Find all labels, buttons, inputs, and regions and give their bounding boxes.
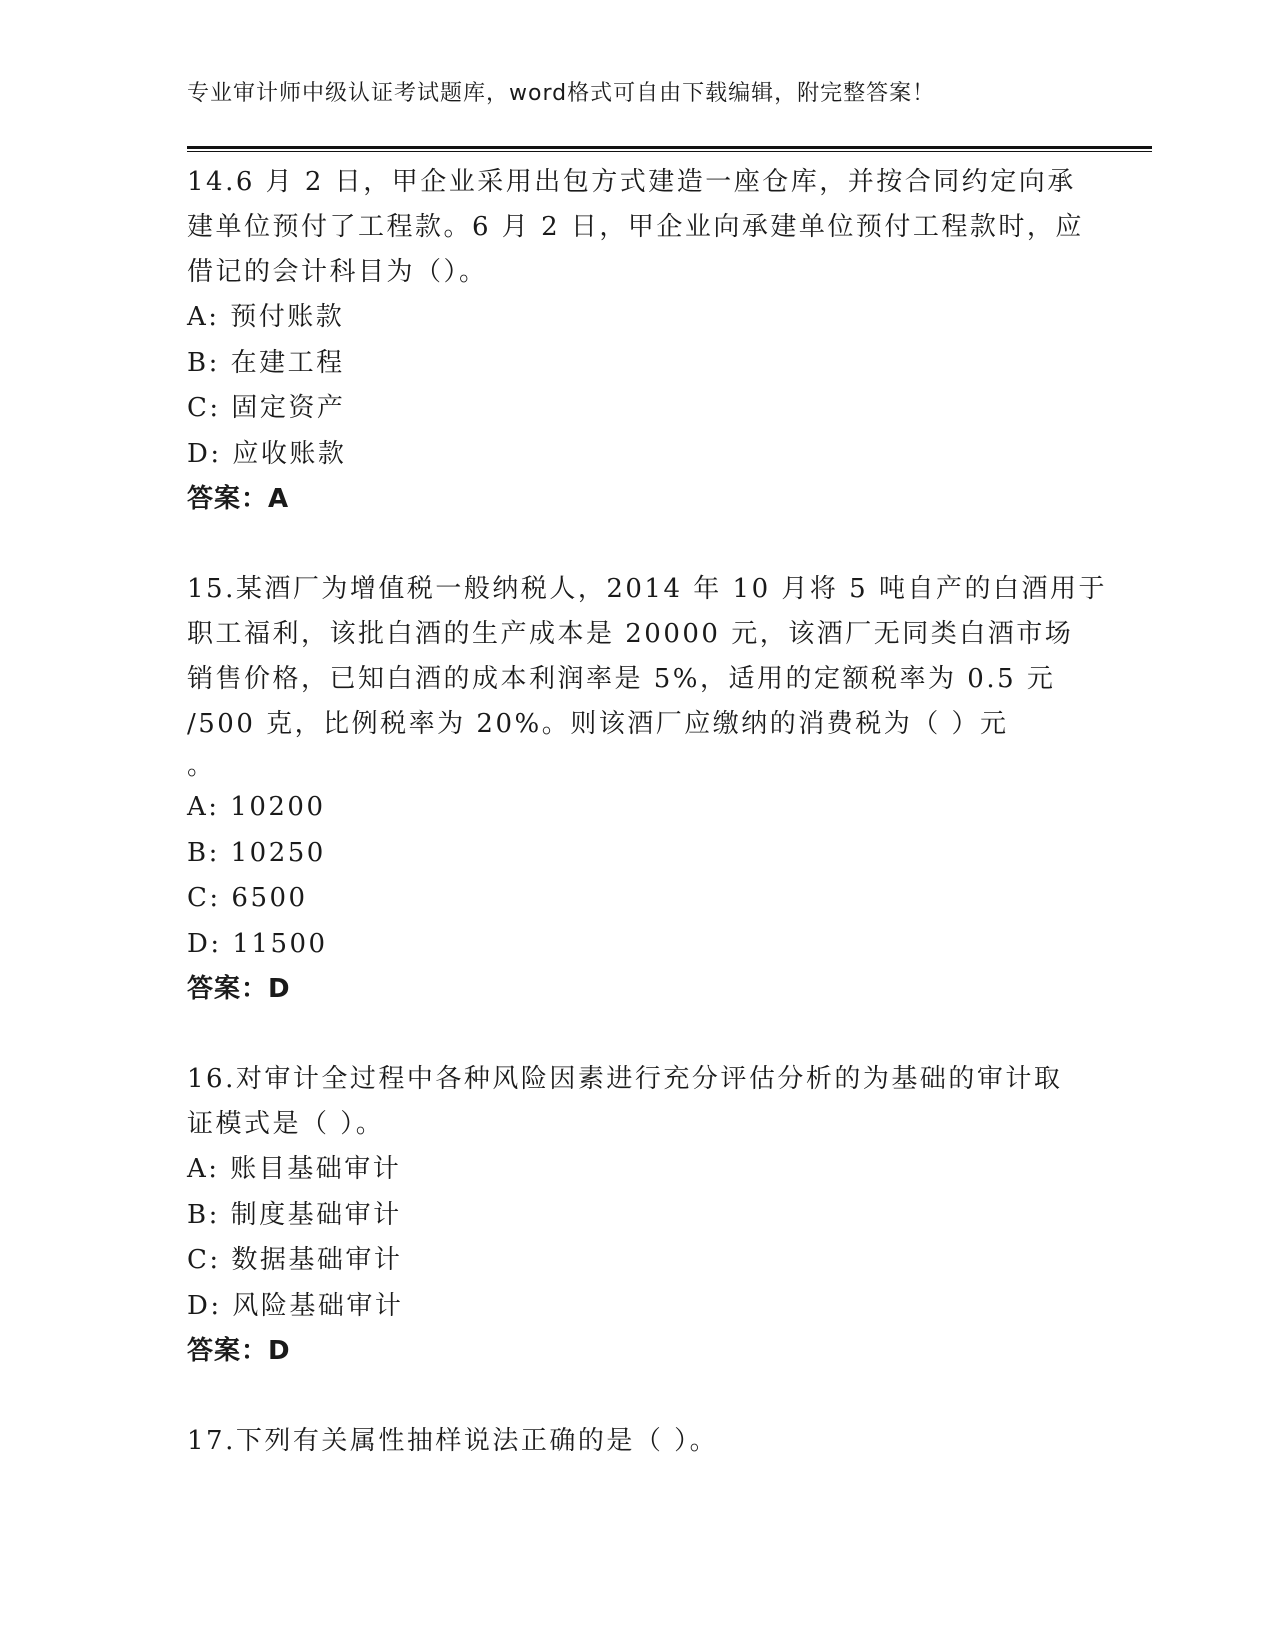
answer: 答案：D — [187, 1336, 291, 1366]
question-text-line: 证模式是（ ）。 — [187, 1109, 385, 1139]
question-14 — [187, 160, 1087, 522]
question-text-line: 16.对审计全过程中各种风险因素进行充分评估分析的为基础的审计取 — [187, 1064, 1063, 1094]
option-c: C: 数据基础审计 — [187, 1245, 403, 1275]
question-text-line: 职工福利，该批白酒的生产成本是 20000 元，该酒厂无同类白酒市场 — [187, 619, 1074, 649]
question-text-line: /500 克，比例税率为 20%。则该酒厂应缴纳的消费税为（ ）元 — [187, 709, 1009, 739]
question-16 — [187, 1057, 1087, 1374]
option-d: D: 11500 — [187, 928, 328, 959]
spacer — [187, 522, 1087, 567]
spacer — [187, 1374, 1087, 1419]
question-list — [187, 160, 1107, 1464]
option-b: B: 在建工程 — [187, 347, 345, 378]
spacer — [187, 1012, 1087, 1057]
question-15 — [187, 567, 1107, 1012]
question-text-line: 14.6 月 2 日，甲企业采用出包方式建造一座仓库，并按合同约定向承 — [187, 167, 1076, 197]
page-header: 专业审计师中级认证考试题库，word格式可自由下载编辑，附完整答案！ — [187, 81, 936, 106]
option-d: D: 应收账款 — [187, 438, 347, 469]
question-text-line: 17.下列有关属性抽样说法正确的是（ ）。 — [187, 1426, 719, 1456]
option-a: A: 账目基础审计 — [187, 1154, 402, 1184]
option-c: C: 6500 — [187, 883, 308, 913]
header-rule-thick — [187, 146, 1152, 149]
option-a: A: 10200 — [187, 792, 326, 822]
option-c: C: 固定资产 — [187, 393, 346, 423]
answer: 答案：D — [187, 974, 291, 1004]
option-b: B: 制度基础审计 — [187, 1199, 402, 1230]
question-text-line: 借记的会计科目为（）。 — [187, 257, 488, 287]
header-rule-thin — [187, 151, 1152, 152]
option-b: B: 10250 — [187, 837, 326, 868]
question-text-line: 销售价格，已知白酒的成本利润率是 5%，适用的定额税率为 0.5 元 — [187, 664, 1056, 694]
question-text-line: 建单位预付了工程款。6 月 2 日，甲企业向承建单位预付工程款时，应 — [187, 212, 1084, 242]
question-17 — [187, 1419, 1087, 1464]
question-text-line: 15.某酒厂为增值税一般纳税人，2014 年 10 月将 5 吨自产的白酒用于 — [187, 574, 1107, 604]
option-d: D: 风险基础审计 — [187, 1290, 404, 1321]
question-text-line: 。 — [187, 751, 216, 781]
answer: 答案：A — [187, 484, 290, 514]
option-a: A: 预付账款 — [187, 302, 345, 332]
